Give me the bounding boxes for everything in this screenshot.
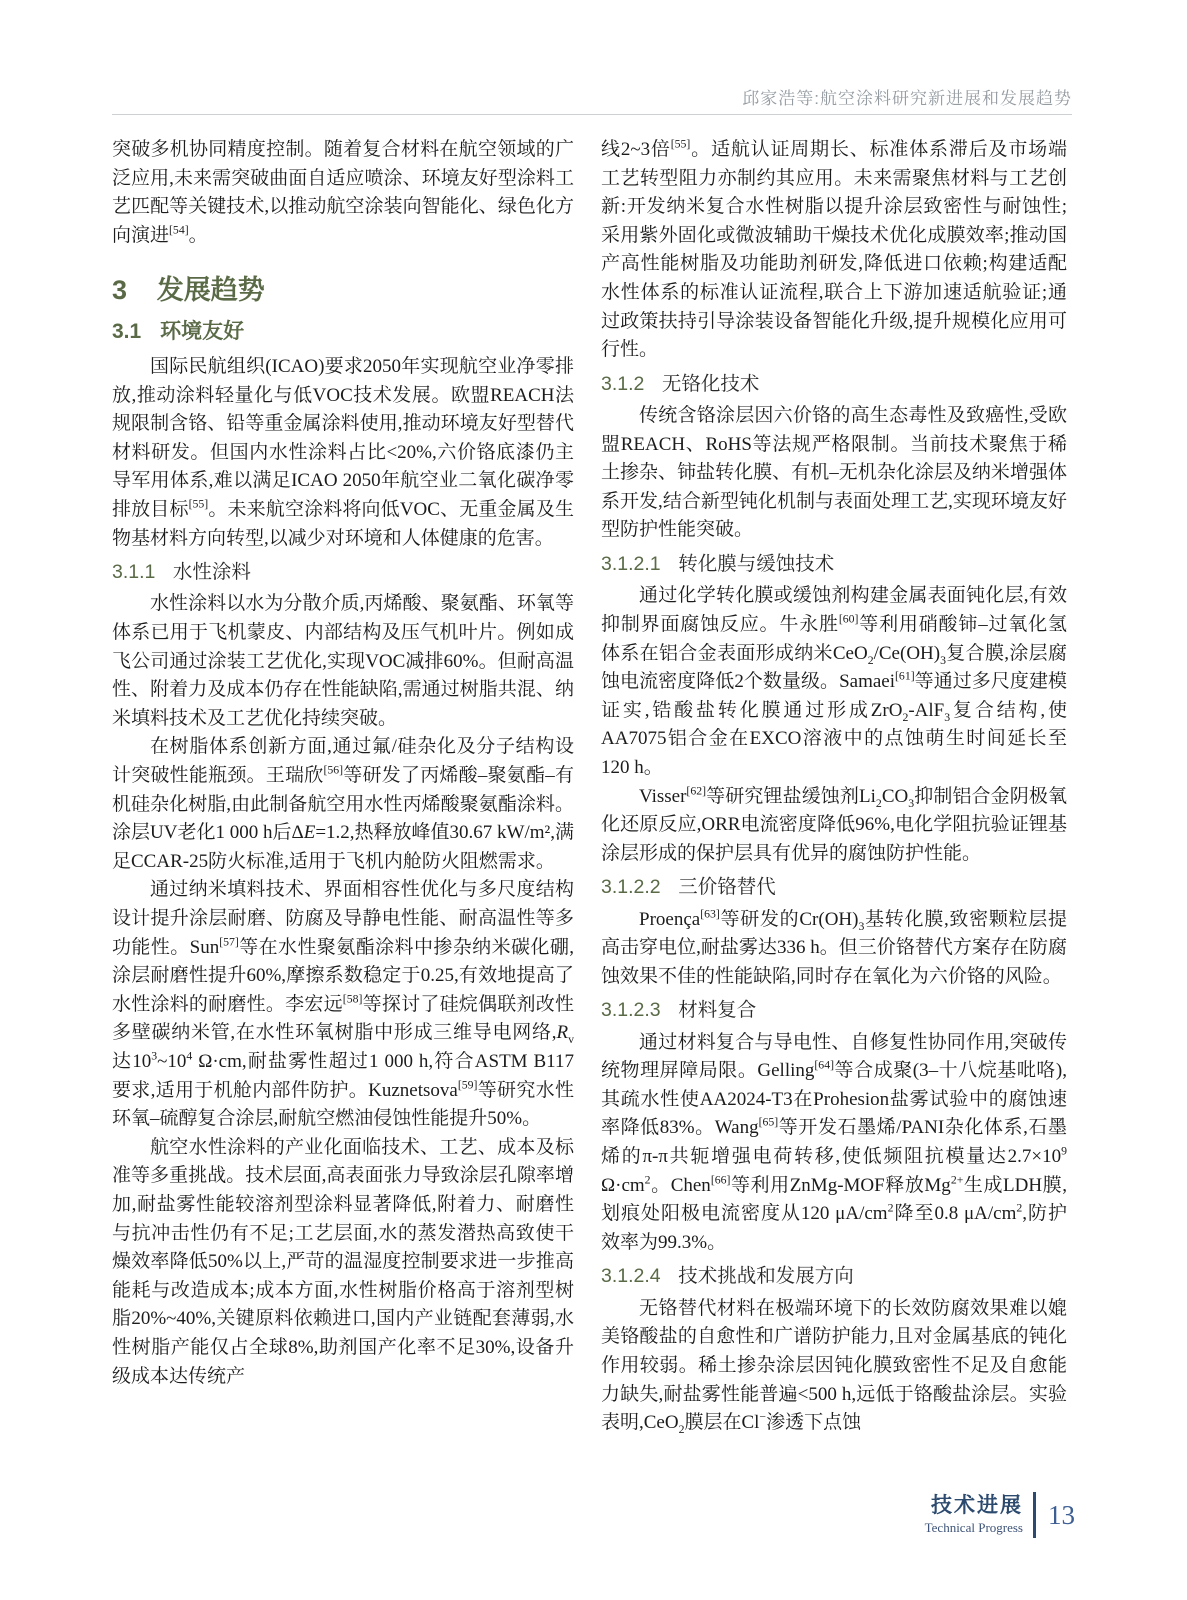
section-heading-3.1.2.3: 3.1.2.3 材料复合 — [601, 999, 757, 1022]
section-heading-3.1.2.1: 3.1.2.1 转化膜与缓蚀技术 — [601, 553, 835, 576]
footer-section-label-en: Technical Progress — [924, 1519, 1023, 1535]
section-heading-3.1.1: 3.1.1 水性涂料 — [112, 561, 251, 584]
section-heading-3.1: 3.1 环境友好 — [112, 319, 245, 343]
left-column — [112, 136, 574, 1391]
paragraph: 国际民航组织(ICAO)要求2050年实现航空业净零排放,推动涂料轻量化与低VOC技术发展。欧盟REACH法规限制含铬、铅等重金属涂料使用,推动环境友好型替代材料研发。但国内水性涂料占比<20%,六价铬底漆仍主导军用体系,难以满足ICAO 2050年航空业二氧化碳净零排放目标[55]。未来航空涂料将向低VOC、无重金属及生物基材料方向转型,以减少对环境和人体健康的危害。 — [112, 356, 574, 549]
section-heading-3.1.2.2: 3.1.2.2 三价铬替代 — [601, 876, 776, 899]
paragraph: 水性涂料以水为分散介质,丙烯酸、聚氨酯、环氧等体系已用于飞机蒙皮、内部结构及压气机叶片。例如成飞公司通过涂装工艺优化,实现VOC减排60%。但耐高温性、附着力及成本仍存在性能缺陷,需通过树脂共混、纳米填料技术及工艺优化持续突破。 — [112, 593, 574, 729]
paragraph: 线2~3倍[55]。适航认证周期长、标准体系滞后及市场端工艺转型阻力亦制约其应用。未来需聚焦材料与工艺创新:开发纳米复合水性树脂以提升涂层致密性与耐蚀性;采用紫外固化或微波辅助干燥技术优化成膜效率;推动国产高性能树脂及功能助剂研发,降低进口依赖;构建适配水性体系的标准认证流程,联合上下游加速适航验证;通过政策扶持引导涂装设备智能化升级,提升规模化应用可行性。 — [601, 137, 1067, 361]
running-header: 邱家浩等:航空涂料研究新进展和发展趋势 — [742, 89, 1072, 108]
paragraph: 传统含铬涂层因六价铬的高生态毒性及致癌性,受欧盟REACH、RoHS等法规严格限制。当前技术聚焦于稀土掺杂、铈盐转化膜、有机–无机杂化涂层及纳米增强体系开发,结合新型钝化机制与表面处理工艺,实现环境友好型防护性能突破。 — [601, 405, 1067, 541]
section-heading-3: 3 发展趋势 — [112, 275, 265, 306]
paragraph: 通过纳米填料技术、界面相容性优化与多尺度结构设计提升涂层耐磨、防腐及导静电性能、耐高温性等多功能性。Sun[57]等在水性聚氨酯涂料中掺杂纳米碳化硼,涂层耐磨性提升60%,摩擦系数稳定于0.25,有效地提高了水性涂料的耐磨性。李宏远[58]等探讨了硅烷偶联剂改性多壁碳纳米管,在水性环氧树脂中形成三维导电网络$,R_v$达$10^3\sim 10^4$ Ω·cm,耐盐雾性超过1 000 h,符合ASTM B117要求,适用于机舱内部件防护。Kuznetsova[59]等研究水性环氧–硫醇复合涂层,耐航空燃油侵蚀性能提升50%。 — [112, 879, 574, 1130]
section-heading-3.1.2: 3.1.2 无铬化技术 — [601, 372, 760, 395]
paragraph: 通过材料复合与导电性、自修复性协同作用,突破传统物理屏障局限。Gelling[64]等合成聚(3–十八烷基吡咯),其疏水性使AA2024-T3在Prohesion盐雾试验中的腐蚀速率降低83%。Wang[65]等开发石墨烯/PANI杂化体系,石墨烯的π-π共轭增强电荷转移,使低频阻抗模量达$2.7\times 10^9$ $\Omega\cdot cm^2$。Chen[66]等利用ZnMg-MOF释放$Mg^{2+}$生成LDH膜,划痕处阳极电流密度从120 $\mu A/cm^2$降至0.8 $\mu A/cm^2$,防护效率为99.3%。 — [601, 1031, 1067, 1253]
paragraph: 无铬替代材料在极端环境下的长效防腐效果难以媲美铬酸盐的自愈性和广谱防护能力,且对金属基底的钝化作用较弱。稀土掺杂涂层因钝化膜致密性不足及自愈能力缺失,耐盐雾性能普遍<500 h,远低于铬酸盐涂层。实验表明,CeO$_2$膜层在Cl−渗透下点蚀 — [601, 1297, 1067, 1436]
paragraph: 在树脂体系创新方面,通过氟/硅杂化及分子结构设计突破性能瓶颈。王瑞欣[56]等研发了丙烯酸–聚氨酯–有机硅杂化树脂,由此制备航空用水性丙烯酸聚氨酯涂料。涂层UV老化1 000 h后ΔE=1.2,热释放峰值30.67 kW/m²,满足CCAR-25防火标准,适用于飞机内舱防火阻燃需求。 — [112, 736, 574, 872]
footer-section-labels — [925, 1494, 1023, 1535]
paragraph: Visser[62]等研究锂盐缓蚀剂$Li_2CO_3$抑制铝合金阴极氧化还原反应,ORR电流密度降低96%,电化学阻抗验证锂基涂层形成的保护层具有优异的腐蚀防护性能。 — [601, 784, 1067, 864]
paragraph: 航空水性涂料的产业化面临技术、工艺、成本及标准等多重挑战。技术层面,高表面张力导致涂层孔隙率增加,耐盐雾性能较溶剂型涂料显著降低,附着力、耐磨性与抗冲击性仍有不足;工艺层面,水的蒸发潜热高致使干燥效率降低50%以上,严苛的温湿度控制要求进一步推高能耗与改造成本;成本方面,水性树脂价格高于溶剂型树脂20%~40%,关键原料依赖进口,国内产业链配套薄弱,水性树脂产能仅占全球8%,助剂国产化率不足30%,设备升级成本达传统产 — [112, 1136, 574, 1387]
paragraph: Proença[63]等研发的$Cr(OH)_3$基转化膜,致密颗粒层提高击穿电位,耐盐雾达336 h。但三价铬替代方案存在防腐蚀效果不佳的性能缺陷,同时存在氧化为六价铬的风险。 — [601, 907, 1067, 987]
section-heading-3.1.2.4: 3.1.2.4 技术挑战和发展方向 — [601, 1265, 854, 1288]
footer-divider — [1033, 1492, 1036, 1538]
footer-section-label-zh: 技术进展 — [931, 1494, 1023, 1518]
paragraph: 通过化学转化膜或缓蚀剂构建金属表面钝化层,有效抑制界面腐蚀反应。牛永胜[60]等利用硝酸铈–过氧化氢体系在铝合金表面形成纳米$CeO_2/Ce(OH)_3$复合膜,涂层腐蚀电流密度降低2个数量级。Samaei[61]等通过多尺度建模证实,锆酸盐转化膜通过形成ZrO$_2$-AlF$_3$复合结构,使AA7075铝合金在EXCO溶液中的点蚀萌生时间延长至120 h。 — [601, 585, 1067, 778]
right-column — [601, 136, 1067, 1438]
paragraph: 突破多机协同精度控制。随着复合材料在航空领域的广泛应用,未来需突破曲面自适应喷涂、环境友好型涂料工艺匹配等关键技术,以推动航空涂装向智能化、绿色化方向演进[54]。 — [112, 139, 574, 246]
header-rule — [112, 114, 1072, 115]
page-footer — [925, 1492, 1075, 1538]
page-number: 13 — [1048, 1499, 1075, 1530]
